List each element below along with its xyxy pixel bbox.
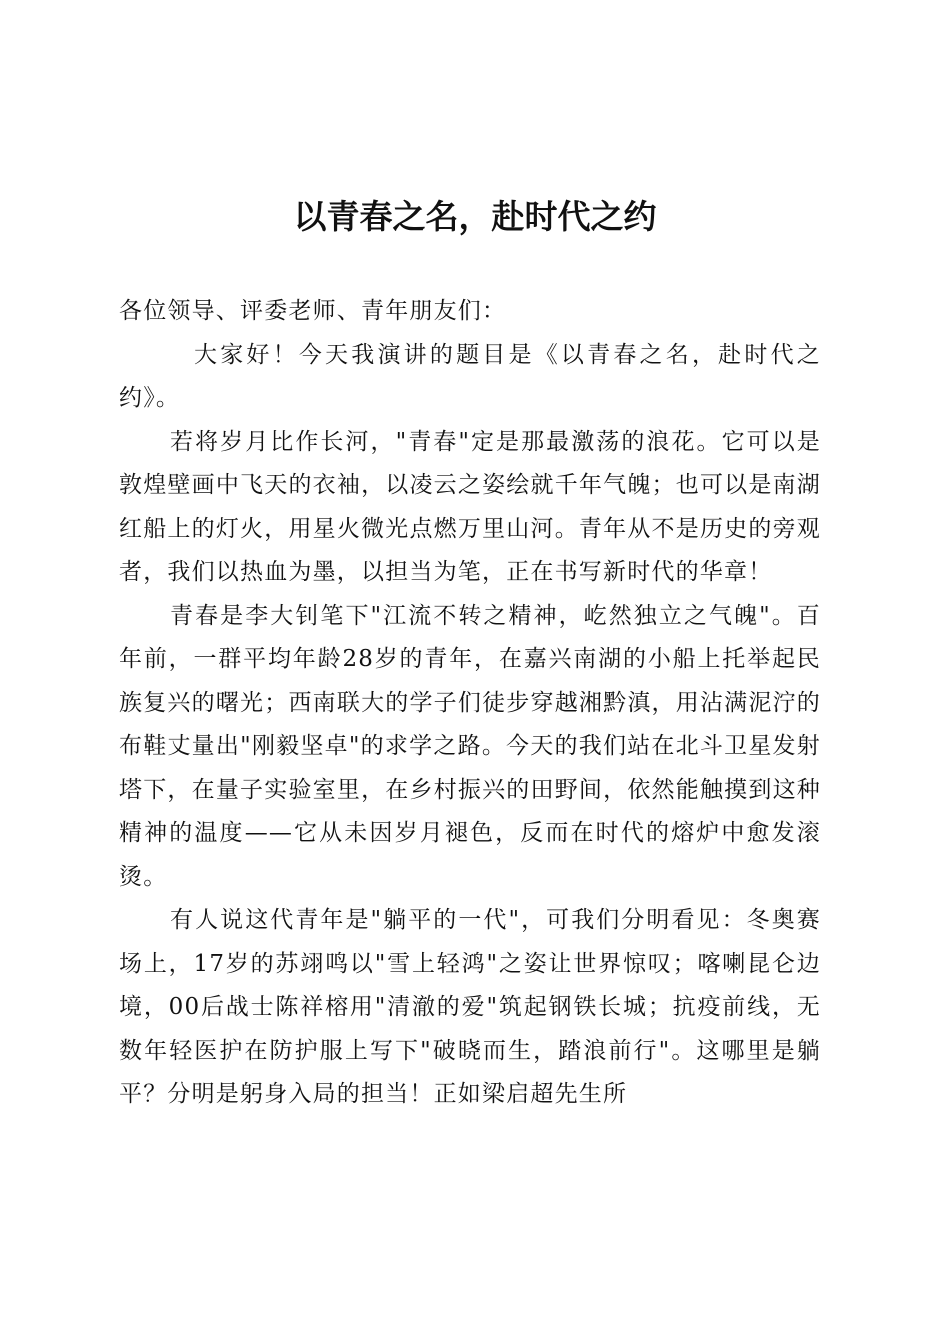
page-title: 以青春之名，赴时代之约 bbox=[293, 197, 657, 236]
salutation: 各位领导、评委老师、青年朋友们： bbox=[119, 298, 507, 324]
speech-body bbox=[119, 290, 821, 1117]
paragraph-greeting: 大家好！今天我演讲的题目是《以青春之名，赴时代之约》。 bbox=[119, 341, 821, 411]
paragraph-youth-river: 若将岁月比作长河，"青春"定是那最激荡的浪花。它可以是敦煌壁画中飞天的衣袖，以凌云之姿绘就千年气魄；也可以是南湖红船上的灯火，用星火微光点燃万里山河。青年从不是历史的旁观者，我们以热血为墨，以担当为笔，正在书写新时代的华章！ bbox=[119, 428, 821, 585]
paragraph-youth-spirit: 青春是李大钊笔下"江流不转之精神，屹然独立之气魄"。百年前，一群平均年龄28岁的青年，在嘉兴南湖的小船上托举起民族复兴的曙光；西南联大的学子们徒步穿越湘黔滇，用沾满泥泞的布鞋丈量出"刚毅坚卓"的求学之路。今天的我们站在北斗卫星发射塔下，在量子实验室里，在乡村振兴的田野间，依然能触摸到这种精神的温度——它从未因岁月褪色，反而在时代的熔炉中愈发滚烫。 bbox=[119, 602, 821, 890]
paragraph-not-lying-flat: 有人说这代青年是"躺平的一代"，可我们分明看见：冬奥赛场上，17岁的苏翊鸣以"雪上轻鸿"之姿让世界惊叹；喀喇昆仑边境，00后战士陈祥榕用"清澈的爱"筑起钢铁长城；抗疫前线，无数年轻医护在防护服上写下"破晓而生，踏浪前行"。这哪里是躺平？分明是躬身入局的担当！正如梁启超先生所 bbox=[119, 907, 821, 1107]
